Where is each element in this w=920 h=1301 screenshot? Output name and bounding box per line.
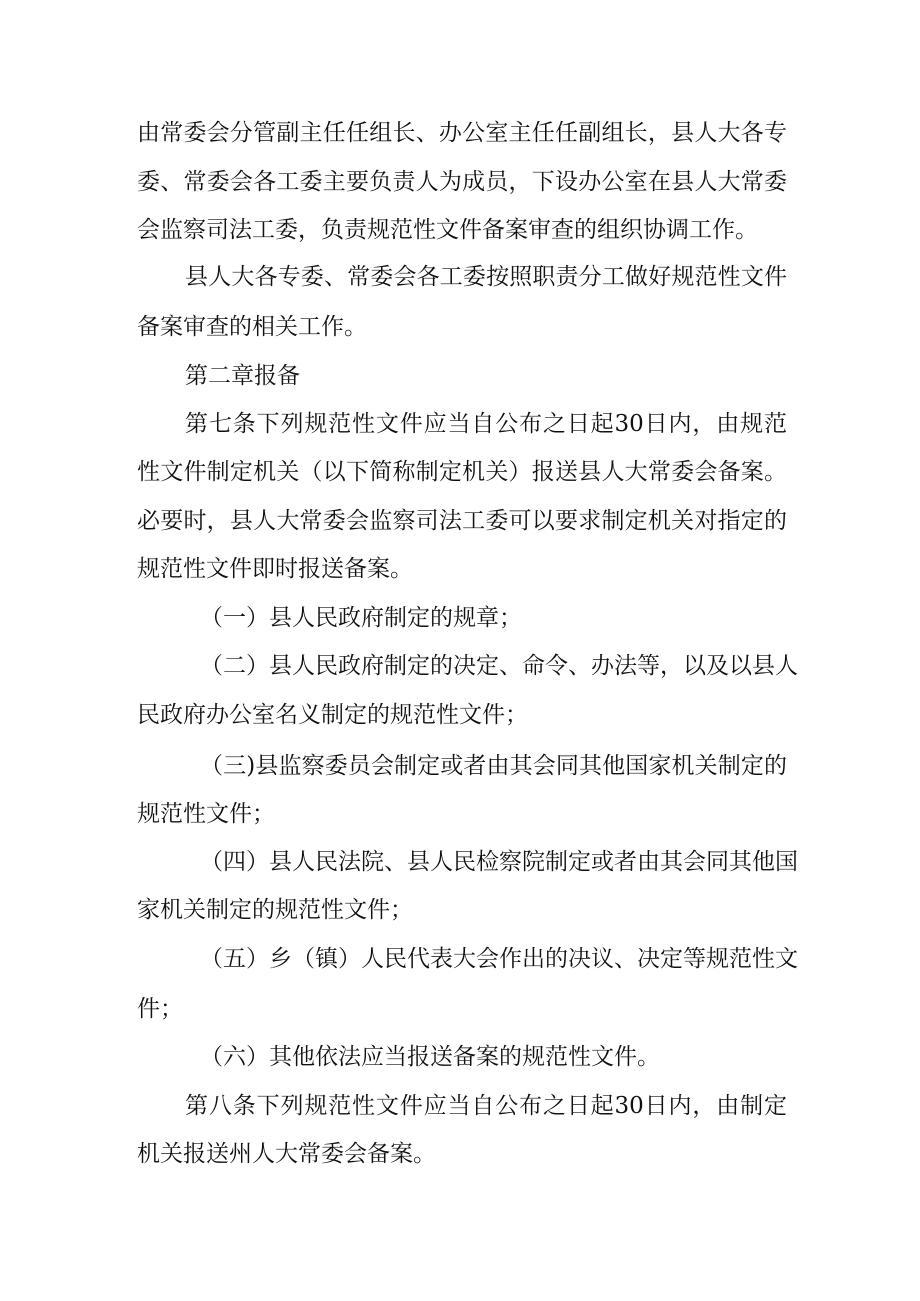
paragraph-line: 机关报送州人大常委会备案。 <box>137 1141 436 1167</box>
paragraph-line: 委、常委会各工委主要负责人为成员，下设办公室在县人大常委 <box>137 169 787 195</box>
list-item: （二）县人民政府制定的决定、命令、办法等，以及以县人 <box>200 653 798 679</box>
list-item-continuation: 家机关制定的规范性文件； <box>137 897 413 923</box>
paragraph-line: 必要时，县人大常委会监察司法工委可以要求制定机关对指定的 <box>137 508 787 534</box>
paragraph-line: 第八条下列规范性文件应当自公布之日起30日内，由制定 <box>185 1093 787 1119</box>
list-item-continuation: 民政府办公室名义制定的规范性文件； <box>137 702 528 728</box>
list-item-continuation: 规范性文件； <box>137 801 275 827</box>
chapter-heading: 第二章报备 <box>185 363 300 389</box>
paragraph-line: 由常委会分管副主任任组长、办公室主任任副组长，县人大各专 <box>137 120 787 146</box>
list-item: （五）乡（镇）人民代表大会作出的决议、决定等规范性文 <box>200 946 798 972</box>
paragraph-line: 第七条下列规范性文件应当自公布之日起30日内，由规范 <box>185 411 787 437</box>
list-item-continuation: 件； <box>137 996 183 1022</box>
paragraph-line: 县人大各专委、常委会各工委按照职责分工做好规范性文件 <box>185 264 787 290</box>
list-item: （四）县人民法院、县人民检察院制定或者由其会同其他国 <box>200 849 798 875</box>
list-item: （一）县人民政府制定的规章； <box>200 605 522 631</box>
list-item: （三)县监察委员会制定或者由其会同其他国家机关制定的 <box>200 753 787 779</box>
paragraph-line: 会监察司法工委，负责规范性文件备案审查的组织协调工作。 <box>137 217 758 243</box>
paragraph-line: 备案审查的相关工作。 <box>137 314 367 340</box>
paragraph-line: 性文件制定机关（以下简称制定机关）报送县人大常委会备案。 <box>137 459 787 485</box>
paragraph-line: 规范性文件即时报送备案。 <box>137 556 413 582</box>
list-item: （六）其他依法应当报送备案的规范性文件。 <box>200 1044 660 1070</box>
